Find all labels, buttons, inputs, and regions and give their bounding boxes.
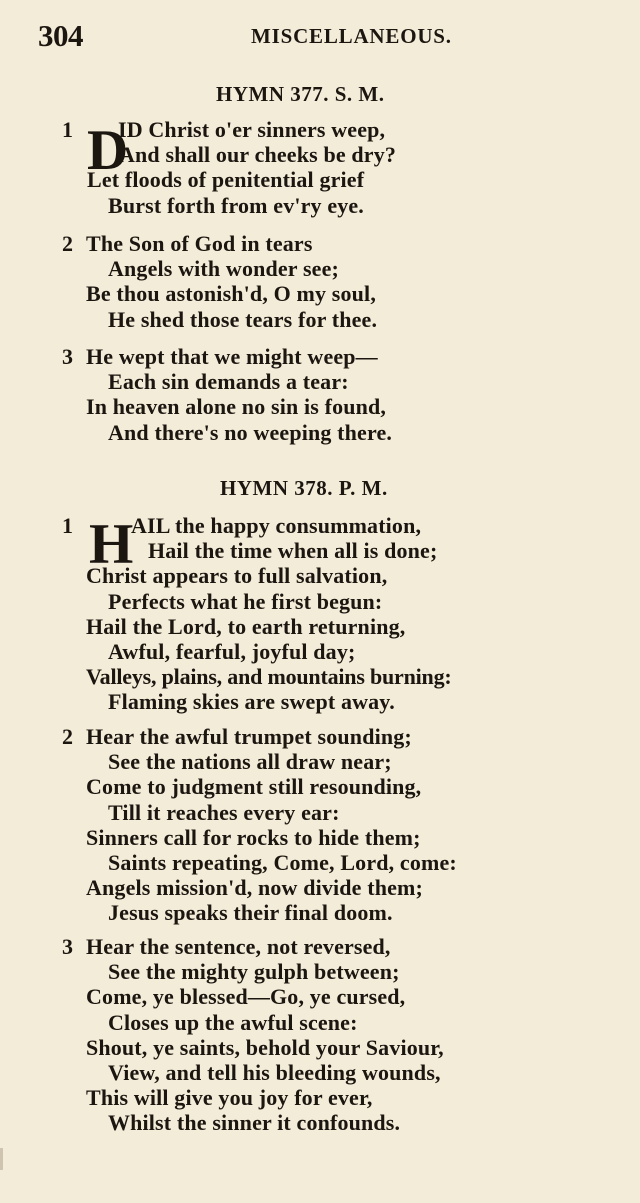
verse: [62, 724, 622, 926]
verse-line: Flaming skies are swept away.: [108, 689, 395, 715]
verse-line: Burst forth from ev'ry eye.: [108, 192, 364, 218]
hymn-title: HYMN 378. P. M.: [220, 476, 388, 500]
drop-cap: H: [89, 513, 134, 576]
verse-number: 2: [62, 724, 74, 749]
verse-line: And shall our cheeks be dry?: [119, 142, 397, 168]
verse-line: View, and tell his bleeding wounds,: [108, 1059, 441, 1085]
page-number: 304: [38, 18, 83, 53]
verse-line: Shout, ye saints, behold your Saviour,: [86, 1034, 444, 1060]
verse-line: Saints repeating, Come, Lord, come:: [108, 849, 457, 875]
verse-line: See the mighty gulph between;: [108, 959, 400, 985]
verse-line: 2 Hear the awful trumpet sounding;: [62, 724, 412, 749]
verse-line: Let floods of penitential grief: [87, 167, 365, 193]
verse-line: Sinners call for rocks to hide them;: [86, 824, 421, 850]
verse-line: Valleys, plains, and mountains burning:: [86, 664, 452, 690]
verse-line: 2 The Son of God in tears: [62, 231, 313, 256]
verse-line: And there's no weeping there.: [108, 419, 393, 445]
drop-cap: D: [87, 119, 129, 182]
verse: [62, 513, 622, 715]
verse-line: Angels with wonder see;: [108, 256, 339, 282]
verse-line: See the nations all draw near;: [108, 749, 392, 775]
verse-line: Closes up the awful scene:: [108, 1009, 358, 1035]
verse-line: He shed those tears for thee.: [108, 306, 378, 332]
verse: [62, 344, 622, 445]
verse-number: 1: [62, 513, 74, 538]
verse-line: 3 Hear the sentence, not reversed,: [62, 934, 391, 959]
verse-line: Be thou astonish'd, O my soul,: [86, 281, 376, 307]
verse-line: Come, ye blessed—Go, ye cursed,: [86, 984, 406, 1010]
verse-line: Hail the time when all is done;: [148, 538, 438, 564]
verse-line: Come to judgment still resounding,: [86, 774, 422, 800]
verse-line: Awful, fearful, joyful day;: [108, 638, 356, 664]
verse-line: In heaven alone no sin is found,: [86, 394, 387, 420]
verse-number: 2: [62, 231, 74, 256]
verse-line: Angels mission'd, now divide them;: [86, 875, 423, 901]
verse-number: 3: [62, 934, 74, 959]
verse: [62, 231, 622, 332]
verse: [62, 934, 622, 1136]
verse-number: 1: [62, 117, 74, 142]
verse-line: Christ appears to full salvation,: [86, 563, 388, 589]
verse-line: Each sin demands a tear:: [108, 369, 349, 395]
verse-line: 1 ID Christ o'er sinners weep,: [62, 117, 386, 142]
verse-line: 3 He wept that we might weep—: [62, 344, 378, 369]
verse-line: Jesus speaks their final doom.: [108, 900, 393, 926]
verse-line: 1 AIL the happy consummation,: [62, 513, 422, 538]
page-edge-mark: [0, 1148, 3, 1170]
verse-number: 3: [62, 344, 74, 369]
verse: [62, 117, 622, 218]
verse-line: This will give you joy for ever,: [86, 1085, 373, 1111]
verse-line: Perfects what he first begun:: [108, 588, 383, 614]
hymn-title: HYMN 377. S. M.: [216, 82, 385, 106]
verse-line: Till it reaches every ear:: [108, 799, 340, 825]
page-header: [38, 18, 598, 53]
verse-line: Hail the Lord, to earth returning,: [86, 613, 406, 639]
verse-line: Whilst the sinner it confounds.: [108, 1110, 401, 1136]
section-title: MISCELLANEOUS.: [251, 24, 452, 48]
